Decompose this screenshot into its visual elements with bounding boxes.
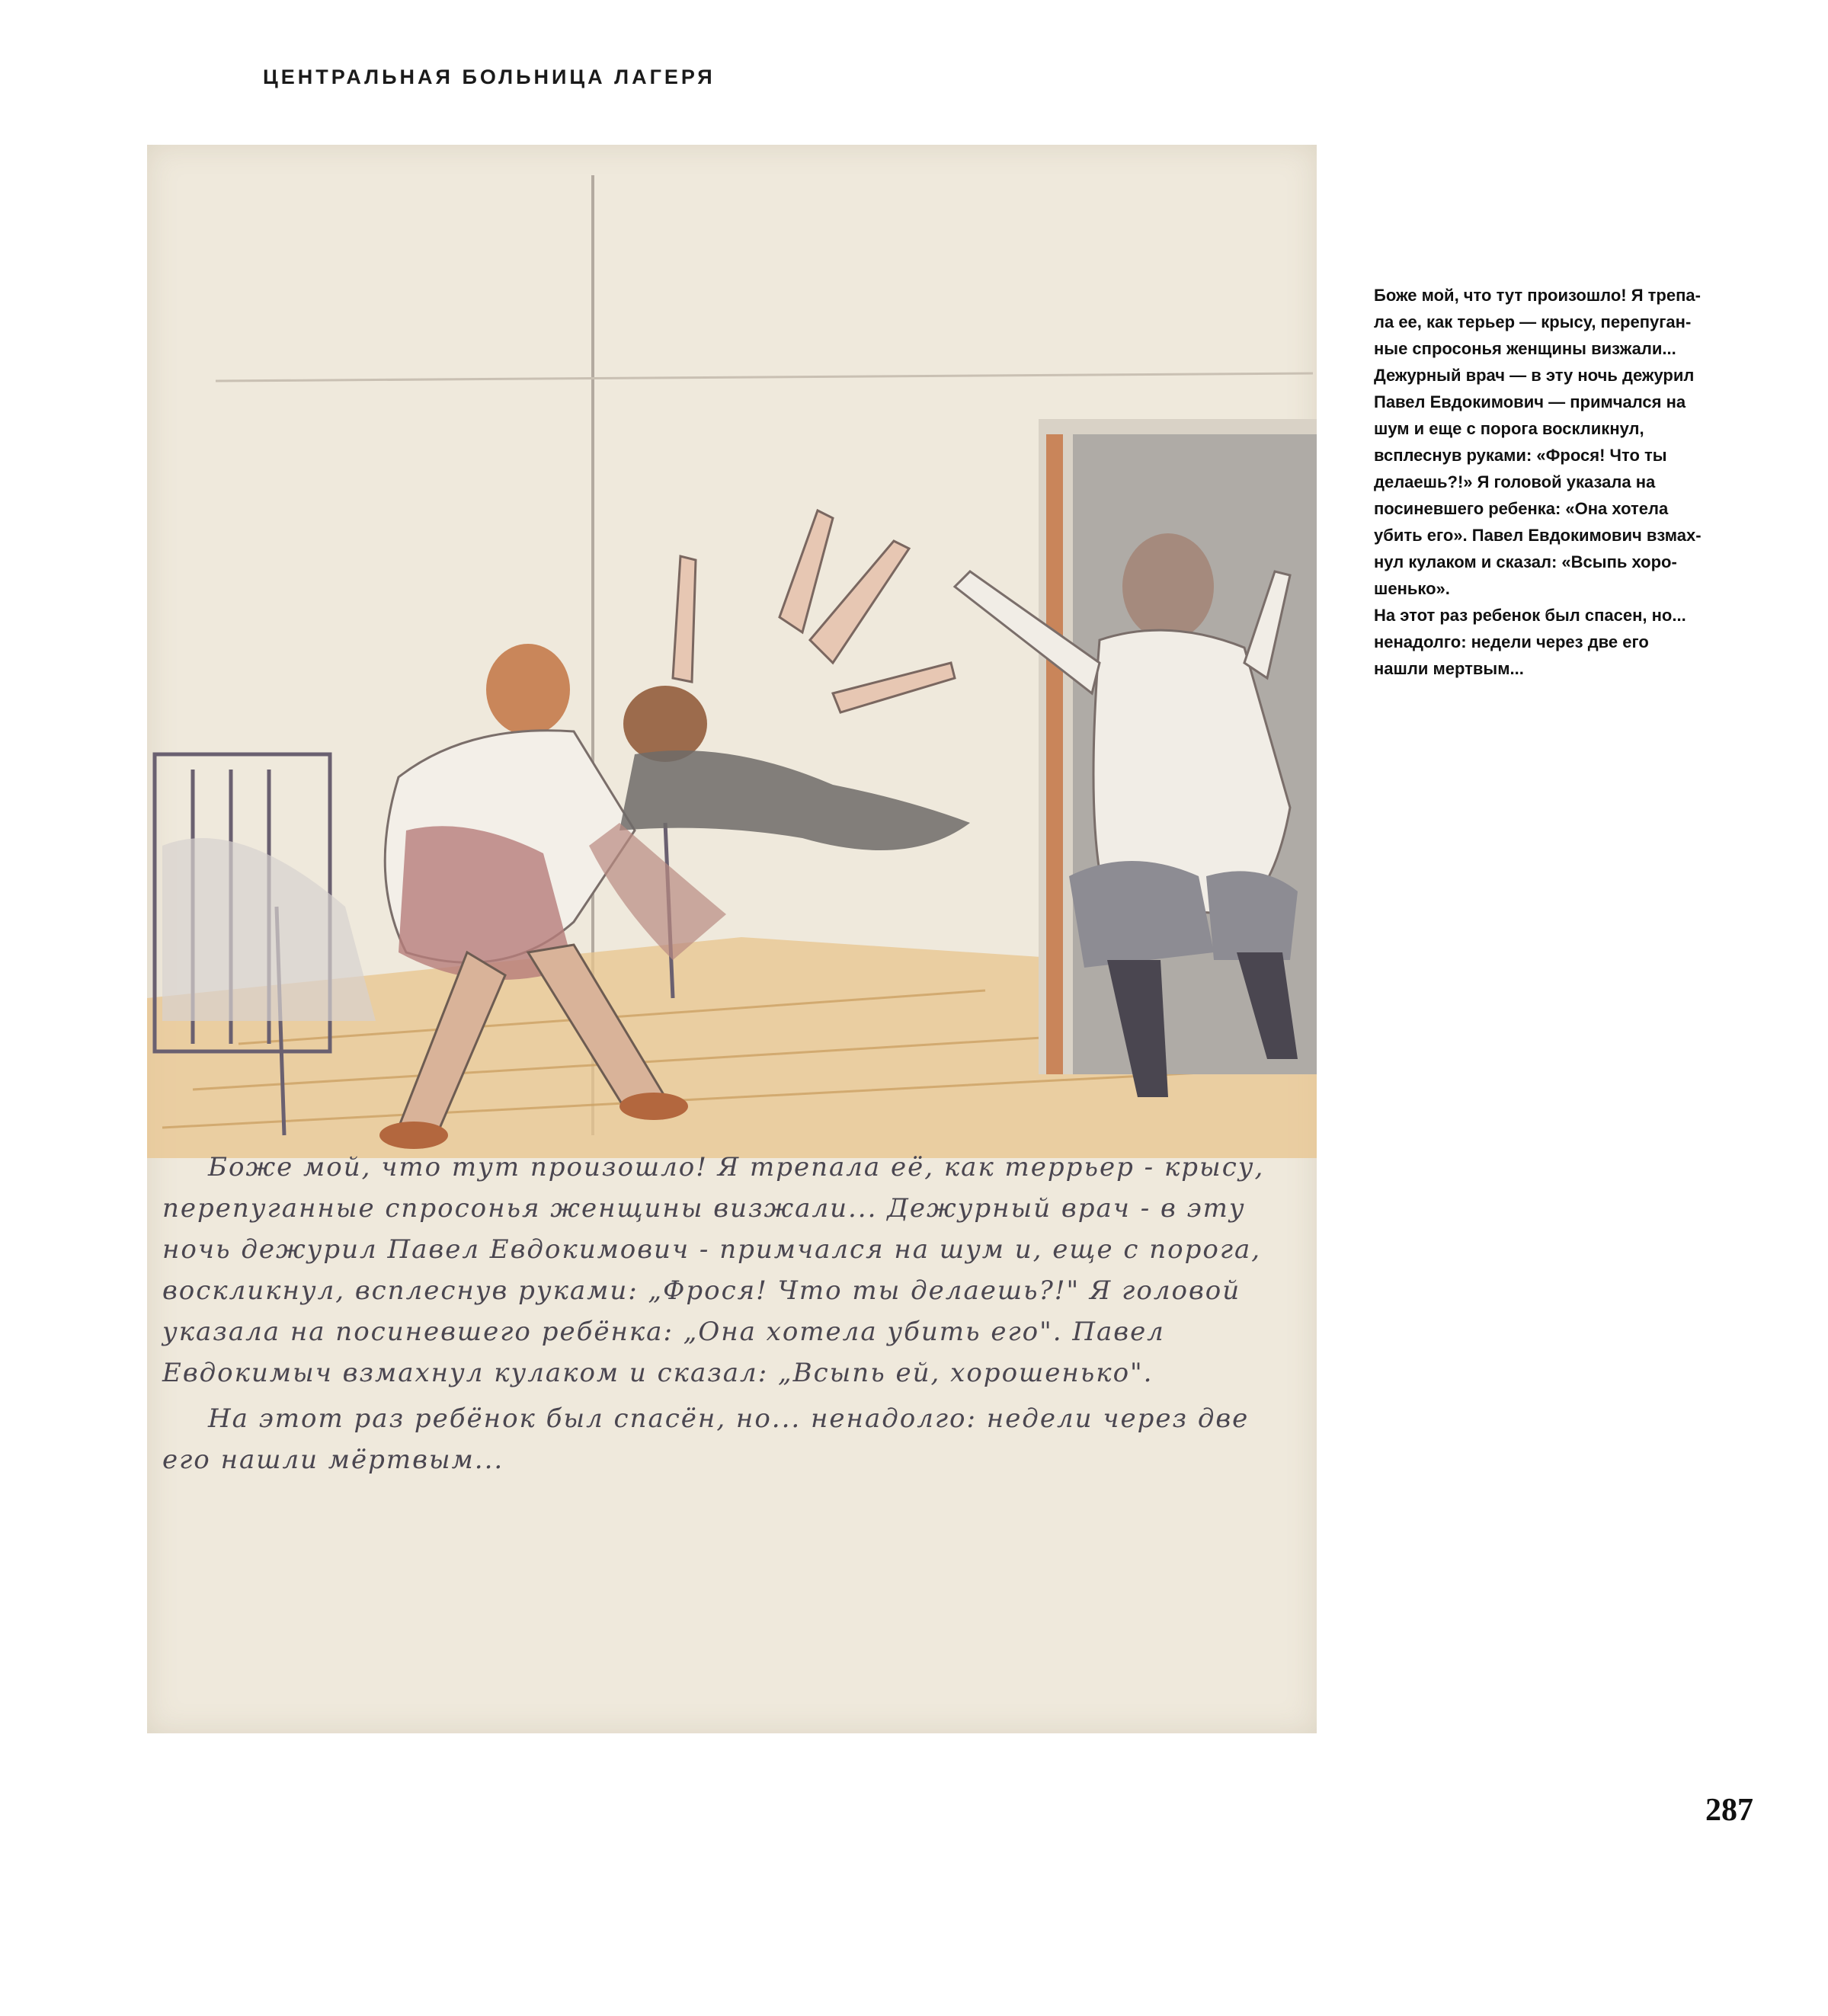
illustration-drawing bbox=[147, 145, 1317, 1733]
caption-line: Боже мой, что тут произошло! Я трепа- bbox=[1374, 286, 1701, 305]
caption-line: убить его». Павел Евдокимович взмах- bbox=[1374, 526, 1702, 545]
running-head: ЦЕНТРАЛЬНАЯ БОЛЬНИЦА ЛАГЕРЯ bbox=[263, 66, 716, 88]
caption-line: Дежурный врач — в эту ночь дежурил bbox=[1374, 366, 1695, 385]
caption-line: ненадолго: недели через две его bbox=[1374, 632, 1649, 651]
caption-line: Павел Евдокимович — примчался на bbox=[1374, 392, 1686, 411]
caption-line: ные спросонья женщины визжали... bbox=[1374, 339, 1676, 358]
caption-line: нул кулаком и сказал: «Всыпь хоро- bbox=[1374, 552, 1677, 571]
caption-line: нашли мертвым... bbox=[1374, 659, 1524, 678]
illustration-plate bbox=[147, 145, 1317, 1733]
handwritten-paragraph-2: На этот раз ребёнок был спасён, но... ненадолго: недели через две его нашли мёртвым... bbox=[162, 1403, 1250, 1475]
tossed-woman-figure bbox=[589, 510, 970, 960]
caption-line: посиневшего ребенка: «Она хотела bbox=[1374, 499, 1669, 518]
caption-line: На этот раз ребенок был спасен, но... bbox=[1374, 606, 1686, 625]
caption-line: шенько». bbox=[1374, 579, 1450, 598]
page-number: 287 bbox=[1705, 1793, 1753, 1828]
caption-line: делаешь?!» Я головой указала на bbox=[1374, 472, 1656, 491]
caption-text bbox=[1374, 282, 1751, 682]
caption-line: шум и еще с порога воскликнул, bbox=[1374, 419, 1644, 438]
caption-line: ла ее, как терьер — крысу, перепуган- bbox=[1374, 312, 1692, 331]
handwritten-text bbox=[162, 1147, 1305, 1485]
caption-line: всплеснув руками: «Фрося! Что ты bbox=[1374, 446, 1667, 465]
handwritten-paragraph-1: Боже мой, что тут произошло! Я трепала её, как террьер - крысу, перепуганные спросонья женщины визжали... Дежурный врач - в эту ночь дежурил Павел Евдокимович - примчался на шум и, еще с порога, воскликнул, всплеснув руками: „Фрося! Что ты делаешь?!" Я головой указала на посиневшего ребёнка: „Она хотела убить его". Павел Евдокимыч взмахнул кулаком и сказал: „Всыпь ей, хорошенько". bbox=[162, 1152, 1265, 1388]
